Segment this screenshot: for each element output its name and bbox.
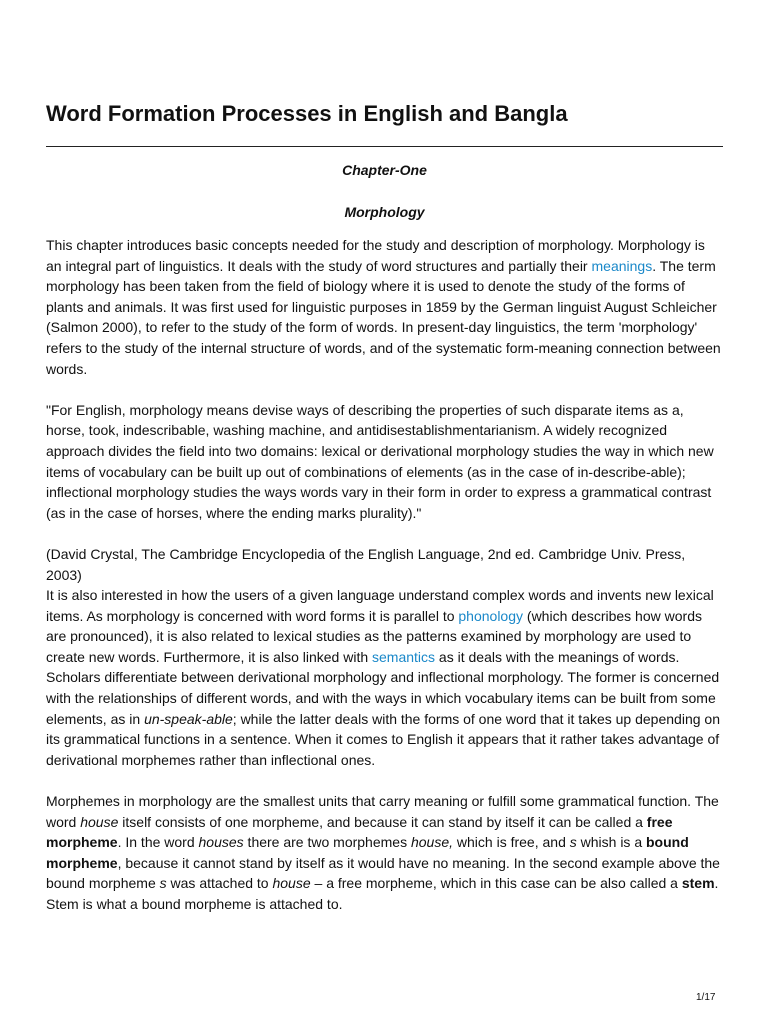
text-run: , because it cannot stand by itself as it would have no meaning. In the second example above the bound morpheme (46, 854, 720, 892)
italic-term: house (272, 875, 311, 892)
italic-term: s (159, 875, 167, 892)
meanings-link[interactable]: meanings (591, 257, 653, 274)
text-run: which is free, and (453, 834, 570, 851)
text-run: was attached to (166, 875, 273, 892)
chapter-heading: Chapter-One (342, 162, 427, 178)
italic-term: s (569, 834, 577, 851)
document-title: Word Formation Processes in English and Bangla (46, 101, 568, 126)
text-run: ; while the latter deals with the forms of one word that it takes up depending on its grammatical functions in a sentence. When it comes to English it appears that it rather takes advantage of derivational morphemes rather than inflectional ones. (46, 710, 720, 768)
text-run: Scholars differentiate between derivational morphology and inflectional morphology. The former is concerned with the relationships of different words, and with the ways in which vocabulary items can be built from some elements, as in (46, 669, 720, 727)
paragraph-gap (46, 523, 723, 544)
phonology-link[interactable]: phonology (458, 607, 524, 624)
italic-term: un-speak-able (144, 710, 233, 727)
paragraph-lexical (46, 585, 723, 667)
text-run: Morphemes in morphology are the smallest units that carry meaning or fulfill some grammatical function. The word (46, 793, 719, 830)
paragraph-quote: "For English, morphology means devise ways of describing the properties of such disparate items as a, horse, took, indescribable, washing machine, and antidisestablishmentarianism. A widely recognized approach divides the field into two domains: lexical or derivational morphology studies the way in which new items of vocabulary can be built up out of combinations of elements (as in the case of in-describe-able); inflectional morphology studies the ways words vary in their form in order to express a grammatical contrast (as in the case of horses, where the ending marks plurality)." (46, 401, 714, 521)
section-heading: Morphology (344, 204, 425, 220)
text-run: This chapter introduces basic concepts needed for the study and description of morphology. Morphology is an integral part of linguistics. It deals with the study of word structures and partially their (46, 237, 705, 274)
paragraph-gap (46, 379, 723, 400)
text-run: It is also interested in how the users of a given language understand complex words and invents new lexical items. As morphology is concerned with word forms it is parallel to (46, 587, 714, 624)
text-run: – a free morpheme, which in this case can be also called a (310, 875, 682, 892)
document-body (46, 235, 723, 915)
text-run: itself consists of one morpheme, and because it can stand by itself it can be called a (118, 813, 647, 830)
text-run: there are two morphemes (243, 834, 411, 851)
italic-term: houses (198, 834, 244, 851)
paragraph-morphemes (46, 791, 723, 915)
semantics-link[interactable]: semantics (372, 648, 436, 665)
text-run: as it deals with the meanings of words. (435, 648, 680, 665)
italic-term: house, (410, 834, 454, 851)
title-divider (46, 146, 723, 147)
text-run: . The term morphology has been taken from the field of biology where it is used to denote the study of the forms of plants and animals. It was first used for linguistic purposes in 1859 by the German linguist August Schleicher (Salmon 2000), to refer to the study of the form of words. In present-day linguistics, the term 'morphology' refers to the study of the internal structure of words, and of the systematic form-meaning connection between words. (46, 257, 721, 377)
bold-term: free morpheme (46, 813, 673, 851)
paragraph-intro (46, 235, 723, 379)
bold-term: bound morpheme (46, 834, 689, 871)
text-run: . Stem is what a bound morpheme is attached to. (46, 875, 719, 912)
paragraph-derivational (46, 667, 723, 770)
italic-term: house (80, 813, 119, 830)
page-number: 1/17 (696, 992, 716, 1003)
bold-term: stem (681, 875, 715, 892)
paragraph-gap (46, 770, 723, 791)
text-run: (which describes how words are pronounced), it is also related to lexical studies as the patterns examined by morphology are used to create new words. Furthermore, it is also linked with (46, 607, 702, 665)
text-run: whish is a (576, 834, 646, 851)
text-run: . In the word (117, 834, 199, 851)
paragraph-citation: (David Crystal, The Cambridge Encyclopedia of the English Language, 2nd ed. Cambridge Univ. Press, 2003) (46, 545, 686, 583)
